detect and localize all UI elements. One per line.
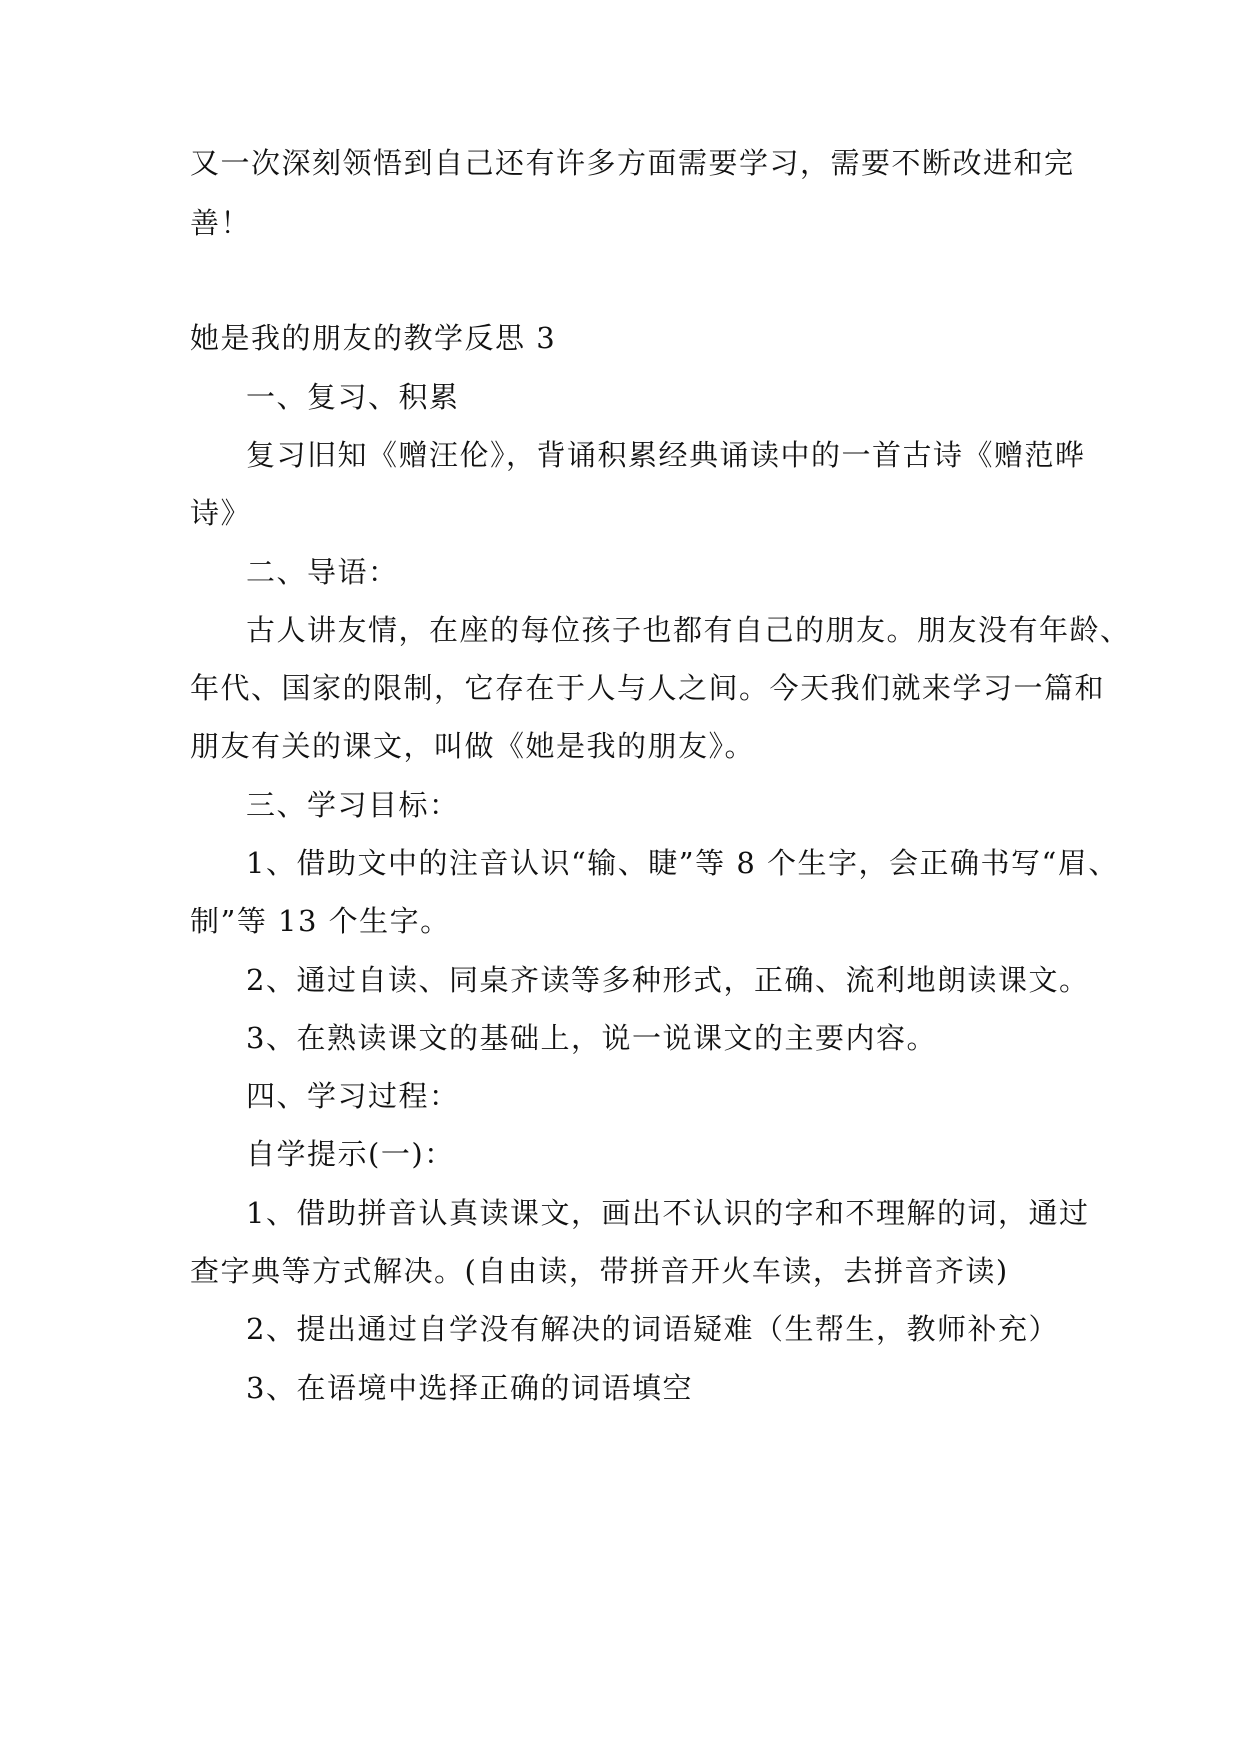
section2-body-line-3: 朋友有关的课文，叫做《她是我的朋友》。 [190,729,756,763]
section3-title: 三、学习目标： [246,788,460,822]
step1-line-1: 1、借助拼音认真读课文，画出不认识的字和不理解的词，通过 [246,1196,1090,1230]
section4-title: 四、学习过程： [246,1079,460,1113]
continuation-line-2: 善！ [190,206,252,240]
goal2: 2、通过自读、同桌齐读等多种形式，正确、流利地朗读课文。 [246,963,1090,997]
section1-body-line-2: 诗》 [190,496,252,530]
goal1-line-1: 1、借助文中的注音认识“输、睫”等 8 个生字，会正确书写“眉、 [246,846,1119,880]
section1-body-line-1: 复习旧知《赠汪伦》，背诵积累经典诵读中的一首古诗《赠范晔 [246,438,1086,472]
section1-title: 一、复习、积累 [246,380,460,414]
goal1-line-2: 制”等 13 个生字。 [190,904,451,938]
hint-title: 自学提示(一)： [246,1137,455,1171]
step2: 2、提出通过自学没有解决的词语疑难（生帮生，教师补充） [246,1312,1059,1346]
continuation-line-1: 又一次深刻领悟到自己还有许多方面需要学习，需要不断改进和完 [190,146,1075,180]
section2-body-line-1: 古人讲友情，在座的每位孩子也都有自己的朋友。朋友没有年龄、 [246,613,1131,647]
section-heading: 她是我的朋友的教学反思 3 [190,321,557,355]
goal3: 3、在熟读课文的基础上，说一说课文的主要内容。 [246,1021,937,1055]
step1-line-2: 查字典等方式解决。(自由读，带拼音开火车读，去拼音齐读) [190,1254,1009,1288]
section2-body-line-2: 年代、国家的限制，它存在于人与人之间。今天我们就来学习一篇和 [190,671,1106,705]
section2-title: 二、导语： [246,555,399,589]
step3: 3、在语境中选择正确的词语填空 [246,1371,693,1405]
